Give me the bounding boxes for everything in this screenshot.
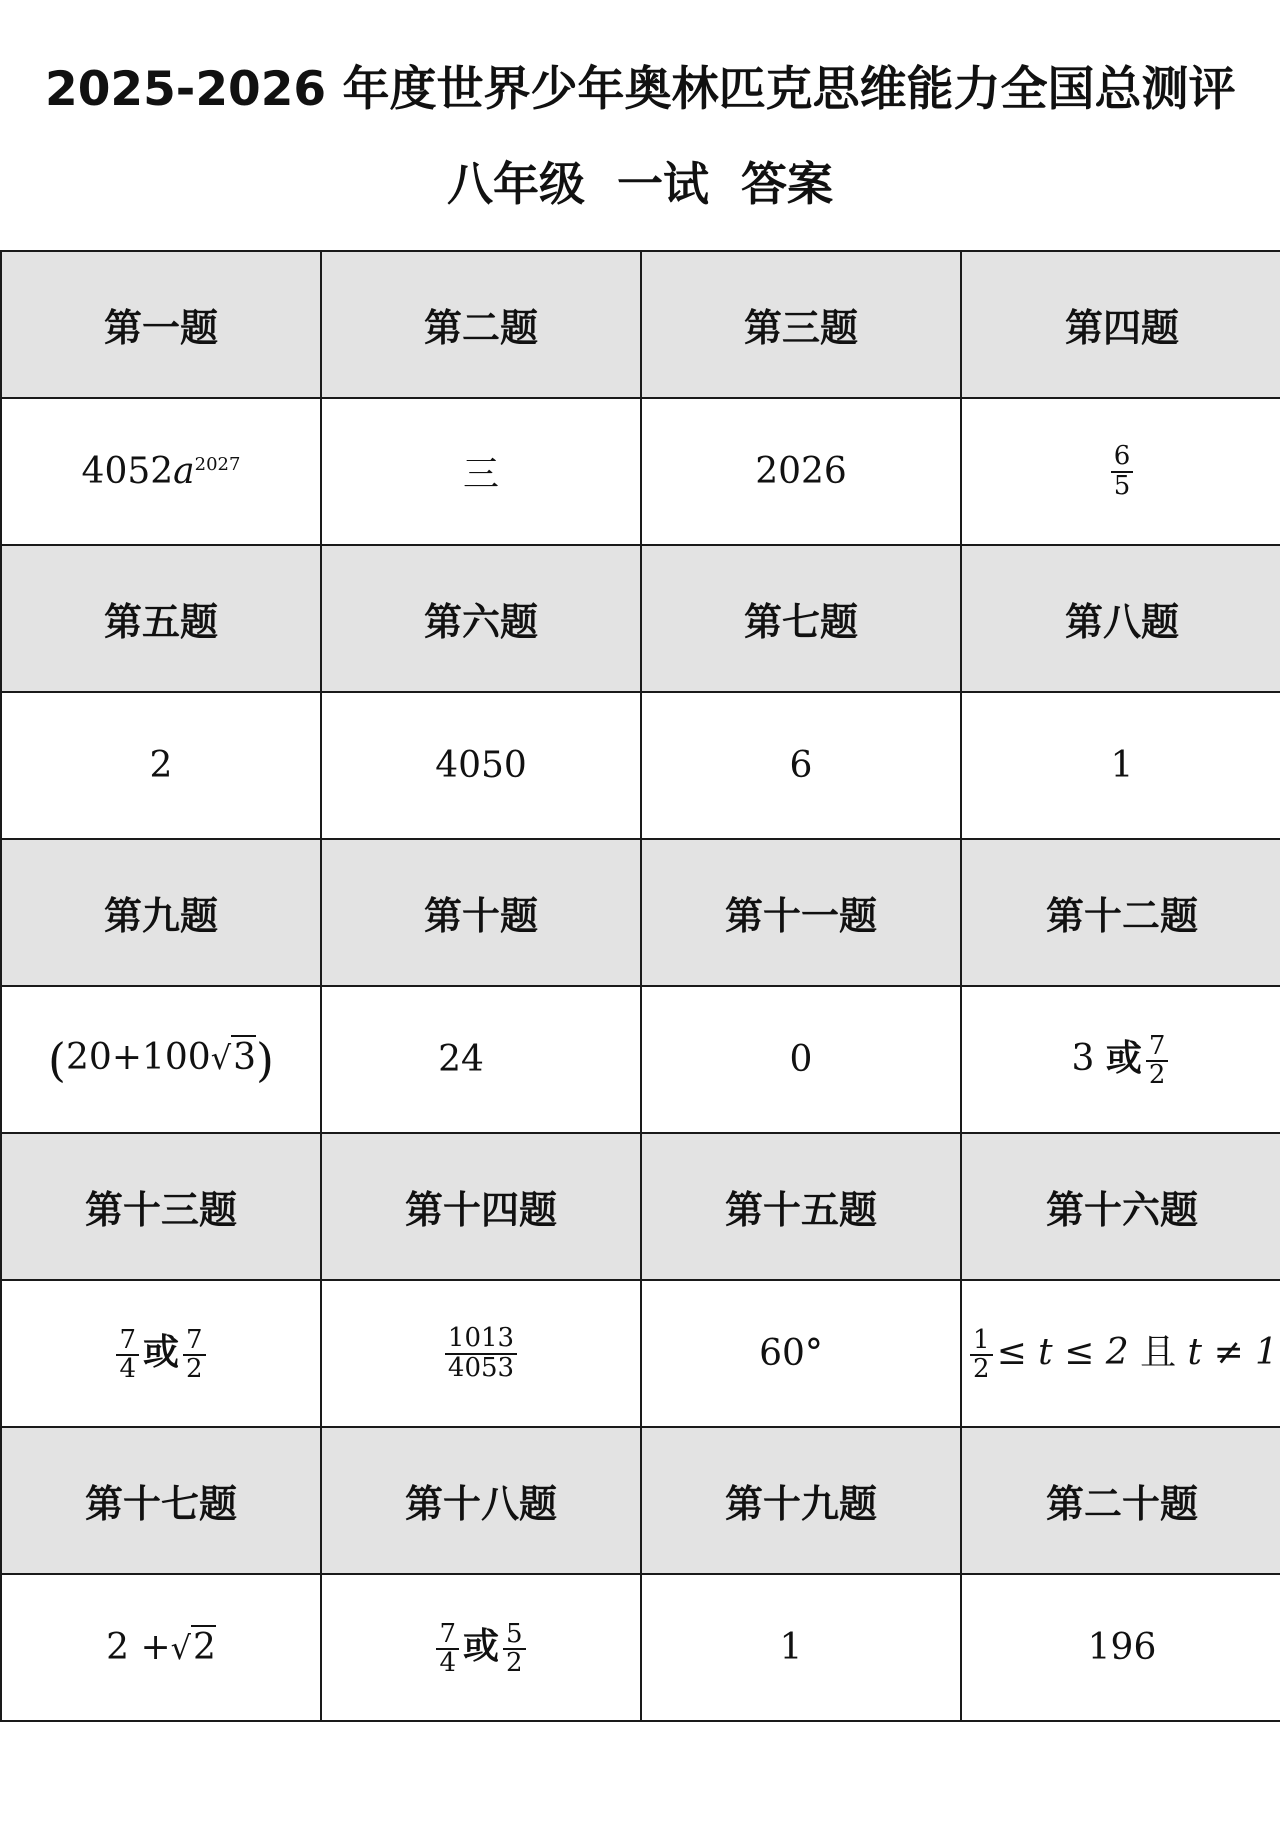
question-header: 第二十题 xyxy=(961,1427,1280,1574)
question-header: 第十题 xyxy=(321,839,641,986)
answer-row xyxy=(1,398,1280,545)
question-header: 第三题 xyxy=(641,251,961,398)
question-header: 第十四题 xyxy=(321,1133,641,1280)
answer-cell-q3: 2026 xyxy=(641,398,961,545)
answer-cell-q14 xyxy=(321,1280,641,1427)
question-header: 第十二题 xyxy=(961,839,1280,986)
question-header: 第十八题 xyxy=(321,1427,641,1574)
question-header: 第十九题 xyxy=(641,1427,961,1574)
question-header: 第十七题 xyxy=(1,1427,321,1574)
answer-cell-q19: 1 xyxy=(641,1574,961,1721)
answer-cell-q17: 2 +√2 xyxy=(1,1574,321,1721)
answer-cell-q16: $\frac{1}{2}$ ≤ t ≤ 2 且 t ≠ 1 xyxy=(961,1280,1280,1427)
question-header: 第九题 xyxy=(1,839,321,986)
answer-cell-q9: (20+100√3) xyxy=(1,986,321,1133)
fraction: $\frac{6}{5}$ xyxy=(1111,443,1134,500)
fraction: $\frac{7}{2}$ xyxy=(183,1327,206,1384)
question-header: 第六题 xyxy=(321,545,641,692)
question-header: 第十一题 xyxy=(641,839,961,986)
header-row xyxy=(1,839,1280,986)
question-header: 第七题 xyxy=(641,545,961,692)
header-row xyxy=(1,545,1280,692)
answer-cell-q6: 4050 xyxy=(321,692,641,839)
answer-cell-q18: $\frac{7}{4}$ 或 $\frac{5}{2}$ xyxy=(321,1574,641,1721)
fraction: $\frac{1013}{4053}$ xyxy=(445,1325,517,1382)
question-header: 第二题 xyxy=(321,251,641,398)
answer-cell-q12: 3 或 $\frac{7}{2}$ xyxy=(961,986,1280,1133)
answer-table xyxy=(0,250,1280,1722)
answer-cell-q7: 6 xyxy=(641,692,961,839)
fraction: $\frac{1}{2}$ xyxy=(970,1327,993,1384)
answer-row xyxy=(1,692,1280,839)
fraction: $\frac{7}{4}$ xyxy=(436,1621,459,1678)
answer-row xyxy=(1,986,1280,1133)
answer-cell-q13: $\frac{7}{4}$ 或 $\frac{7}{2}$ xyxy=(1,1280,321,1427)
answer-cell-q4 xyxy=(961,398,1280,545)
answer-row xyxy=(1,1574,1280,1721)
answer-cell-q15: 60° xyxy=(641,1280,961,1427)
question-header: 第四题 xyxy=(961,251,1280,398)
header-row xyxy=(1,1133,1280,1280)
fraction: $\frac{5}{2}$ xyxy=(503,1621,526,1678)
question-header: 第十六题 xyxy=(961,1133,1280,1280)
document-subtitle: 八年级 一试 答案 xyxy=(446,157,834,211)
answer-cell-q1: $4052a^{2027}$ xyxy=(1,398,321,545)
answer-cell-q2: 三 xyxy=(321,398,641,545)
answer-cell-q8: 1 xyxy=(961,692,1280,839)
fraction: $\frac{7}{2}$ xyxy=(1146,1033,1169,1090)
answer-cell-q10: 24 xyxy=(321,986,641,1133)
answer-cell-q5: 2 xyxy=(1,692,321,839)
question-header: 第十三题 xyxy=(1,1133,321,1280)
fraction: $\frac{7}{4}$ xyxy=(116,1327,139,1384)
question-header: 第十五题 xyxy=(641,1133,961,1280)
answer-row xyxy=(1,1280,1280,1427)
header-row xyxy=(1,251,1280,398)
document-title: 2025-2026 年度世界少年奥林匹克思维能力全国总测评 xyxy=(45,62,1236,117)
question-header: 第八题 xyxy=(961,545,1280,692)
question-header: 第一题 xyxy=(1,251,321,398)
header-row xyxy=(1,1427,1280,1574)
answer-cell-q20: 196 xyxy=(961,1574,1280,1721)
question-header: 第五题 xyxy=(1,545,321,692)
answer-cell-q11: 0 xyxy=(641,986,961,1133)
